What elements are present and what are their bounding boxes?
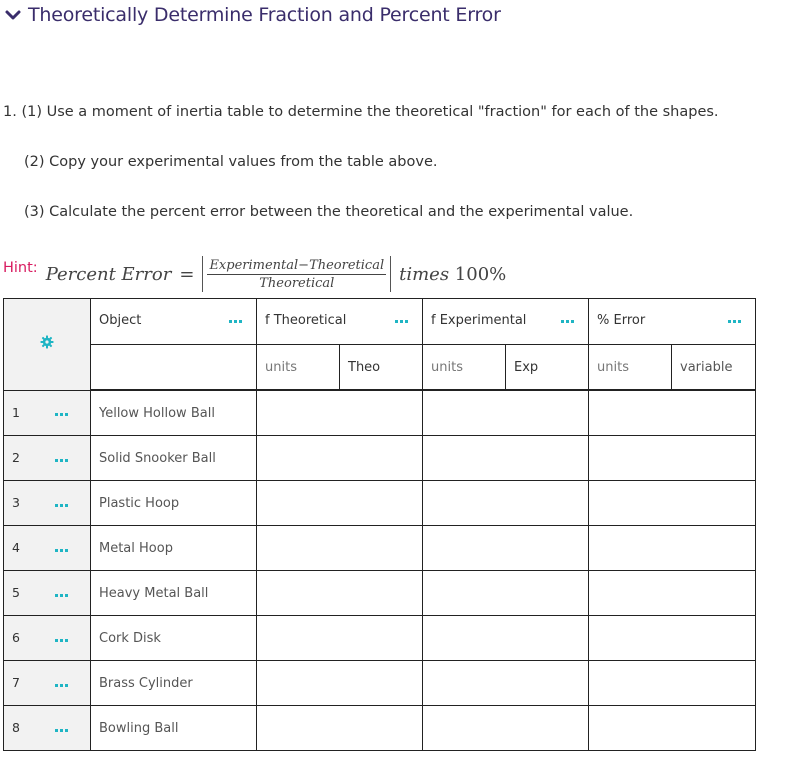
variable-cell[interactable]: variable [672,345,756,391]
row-menu-icon[interactable] [55,684,68,687]
row-index [4,571,47,616]
f-theoretical-cell[interactable] [257,661,423,706]
row-number: 4 [12,540,20,555]
f-experimental-cell[interactable] [423,390,589,436]
row-menu-cell[interactable] [47,526,91,571]
formula-times-value: 100% [454,263,507,285]
row-index [4,661,47,706]
row-menu-icon[interactable] [55,504,68,507]
units-cell[interactable]: units [257,345,340,391]
table-row [4,436,756,481]
row-menu-icon[interactable] [55,729,68,732]
table-row [4,390,756,436]
row-menu-cell[interactable] [47,436,91,481]
f-experimental-cell[interactable] [423,526,589,571]
percent-error-cell[interactable] [589,526,756,571]
row-index [4,706,47,751]
column-menu-icon[interactable] [728,320,741,323]
f-theoretical-cell[interactable] [257,526,423,571]
f-experimental-cell[interactable] [423,661,589,706]
percent-error-cell[interactable] [589,661,756,706]
f-experimental-cell[interactable] [423,706,589,751]
hint [3,254,506,294]
units-cell[interactable]: units [589,345,672,391]
percent-error-formula [46,256,507,292]
row-menu-cell[interactable] [47,616,91,661]
variable-cell[interactable]: Theo [340,345,423,391]
gear-icon[interactable] [40,335,54,349]
table-row [4,571,756,616]
column-label: f Theoretical [265,313,347,328]
row-index [4,436,47,481]
column-header-object[interactable] [91,299,257,345]
percent-error-cell[interactable] [589,436,756,481]
f-experimental-cell[interactable] [423,616,589,661]
section-title: Theoretically Determine Fraction and Percent Error [28,4,501,26]
units-cell-object[interactable] [91,345,257,391]
table-row [4,481,756,526]
percent-error-cell[interactable] [589,481,756,526]
variable-cell[interactable]: Exp [506,345,589,391]
table-row [4,706,756,751]
object-cell[interactable]: Plastic Hoop [91,481,257,526]
row-menu-icon[interactable] [55,594,68,597]
f-theoretical-cell[interactable] [257,706,423,751]
row-menu-icon[interactable] [55,459,68,462]
column-menu-icon[interactable] [229,320,242,323]
percent-error-cell[interactable] [589,390,756,436]
table-row [4,526,756,571]
table-row [4,616,756,661]
row-menu-cell[interactable] [47,661,91,706]
object-cell[interactable]: Solid Snooker Ball [91,436,257,481]
percent-error-cell[interactable] [589,616,756,661]
column-menu-icon[interactable] [395,320,408,323]
row-number: 2 [12,450,20,465]
formula-lhs: Percent Error [45,263,172,285]
row-index [4,526,47,571]
row-menu-icon[interactable] [55,413,68,416]
formula-equals: = [179,263,195,285]
f-experimental-cell[interactable] [423,436,589,481]
object-cell[interactable]: Bowling Ball [91,706,257,751]
object-cell[interactable]: Yellow Hollow Ball [91,390,257,436]
column-header-f-experimental[interactable] [423,299,589,345]
data-table [3,298,756,751]
formula-denominator: Theoretical [259,275,335,291]
column-header-percent-error[interactable] [589,299,756,345]
formula-times [399,264,506,285]
column-label: % Error [597,313,646,328]
object-cell[interactable]: Brass Cylinder [91,661,257,706]
f-theoretical-cell[interactable] [257,616,423,661]
formula-fraction [207,258,386,291]
column-header-f-theoretical[interactable] [257,299,423,345]
f-theoretical-cell[interactable] [257,390,423,436]
section-header[interactable] [4,2,501,28]
f-experimental-cell[interactable] [423,481,589,526]
hint-label: Hint: [3,260,38,276]
column-label: Object [99,313,142,328]
units-cell[interactable]: units [423,345,506,391]
row-menu-cell[interactable] [47,390,91,436]
row-index [4,481,47,526]
row-number: 7 [12,675,20,690]
row-index [4,390,47,436]
row-menu-cell[interactable] [47,706,91,751]
f-theoretical-cell[interactable] [257,571,423,616]
percent-error-cell[interactable] [589,571,756,616]
formula-times-word: times [399,263,450,285]
percent-error-cell[interactable] [589,706,756,751]
formula-abs [202,256,391,292]
row-number: 8 [12,720,20,735]
object-cell[interactable]: Metal Hoop [91,526,257,571]
question-step-2: (2) Copy your experimental values from the table above. [24,154,438,170]
question-step-1: 1. (1) Use a moment of inertia table to determine the theoretical "fraction" for each of the shapes. [3,104,719,120]
row-index [4,616,47,661]
row-menu-cell[interactable] [47,571,91,616]
f-theoretical-cell[interactable] [257,481,423,526]
column-label: f Experimental [431,313,527,328]
object-cell[interactable]: Heavy Metal Ball [91,571,257,616]
row-menu-cell[interactable] [47,481,91,526]
row-number: 1 [12,404,20,420]
object-cell[interactable]: Cork Disk [91,616,257,661]
question-step-3: (3) Calculate the percent error between the theoretical and the experimental value. [24,204,634,220]
formula-numerator: Experimental−Theoretical [209,257,385,273]
row-number: 6 [12,630,20,645]
row-menu-icon[interactable] [55,549,68,552]
table-row [4,661,756,706]
f-theoretical-cell[interactable] [257,436,423,481]
column-menu-icon[interactable] [561,320,574,323]
row-number: 5 [12,585,20,600]
chevron-down-icon[interactable] [4,6,22,24]
table-settings-cell[interactable] [4,299,91,391]
f-experimental-cell[interactable] [423,571,589,616]
row-menu-icon[interactable] [55,639,68,642]
row-number: 3 [12,495,20,510]
